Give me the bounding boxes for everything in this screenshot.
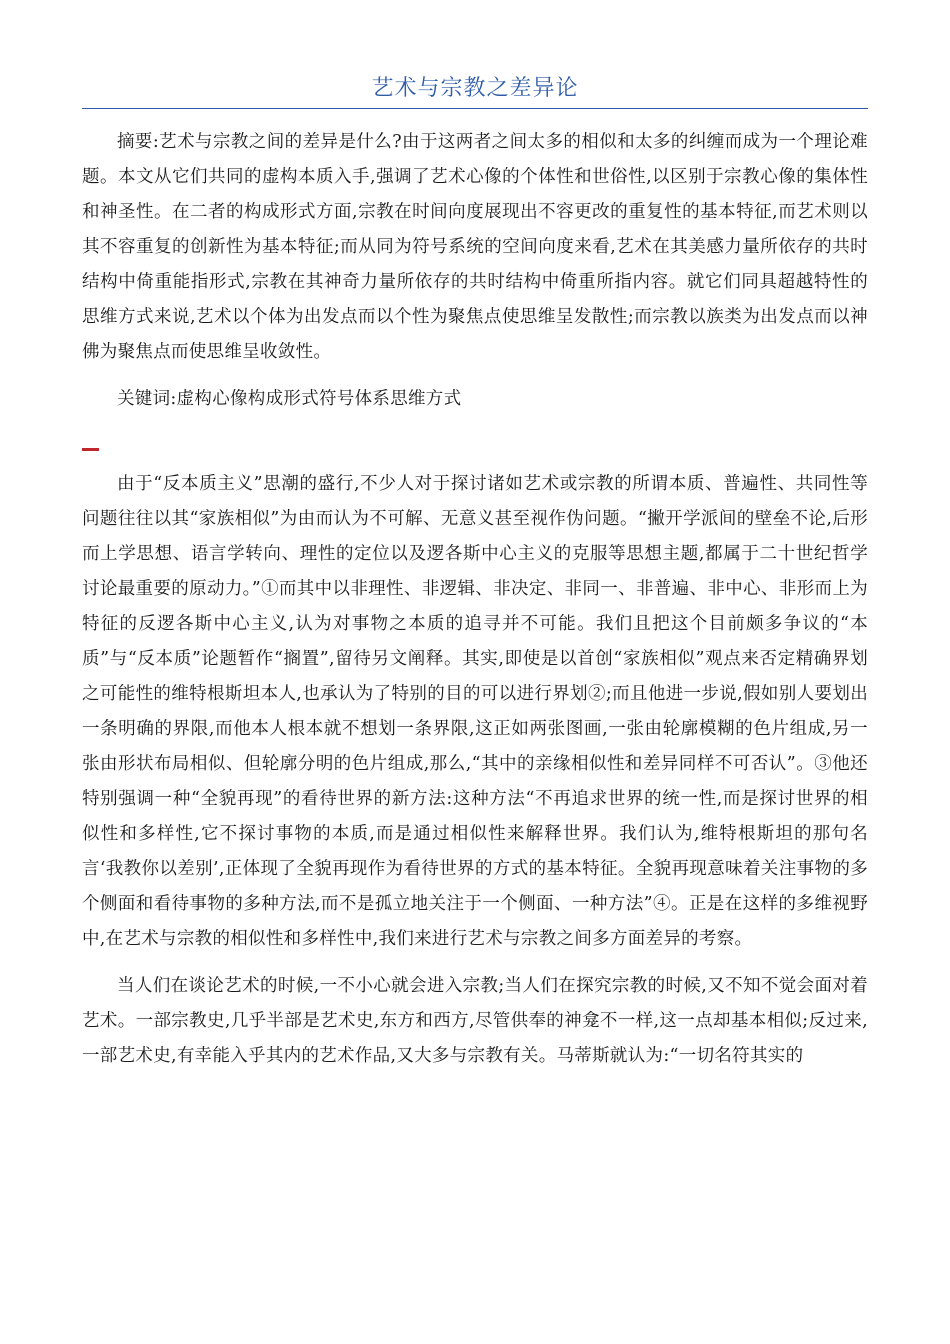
body-paragraph-1: 由于“反本质主义”思潮的盛行,不少人对于探讨诸如艺术或宗教的所谓本质、普遍性、共同性等问题往往以其“家族相似”为由而认为不可解、无意义甚至视作伪问题。“撇开学派间的壁垒不论,后形而上学思想、语言学转向、理性的定位以及逻各斯中心主义的克服等思想主题,都属于二十世纪哲学讨论最重要的原动力。”①而其中以非理性、非逻辑、非决定、非同一、非普遍、非中心、非形而上为特征的反逻各斯中心主义,认为对事物之本质的追寻并不可能。我们且把这个目前颇多争议的“本质”与“反本质”论题暂作“搁置”,留待另文阐释。其实,即使是以首创“家族相似”观点来否定精确界划之可能性的维特根斯坦本人,也承认为了特别的目的可以进行界划②;而且他进一步说,假如别人要划出一条明确的界限,而他本人根本就不想划一条界限,这正如两张图画,一张由轮廓模糊的色片组成,另一张由形状布局相似、但轮廓分明的色片组成,那么,“其中的亲缘相似性和差异同样不可否认”。③他还特别强调一种“全貌再现”的看待世界的新方法:这种方法“不再追求世界的统一性,而是探讨世界的相似性和多样性,它不探讨事物的本质,而是通过相似性来解释世界。我们认为,维特根斯坦的那句名言‘我教你以差别’,正体现了全貌再现作为看待世界的方式的基本特征。全貌再现意味着关注事物的多个侧面和看待事物的多种方法,而不是孤立地关注于一个侧面、一种方法”④。正是在这样的多维视野中,在艺术与宗教的相似性和多样性中,我们来进行艺术与宗教之间多方面差异的考察。 xyxy=(82,474,868,949)
section-marker-dash xyxy=(82,448,99,451)
keywords-line: 关键词:虚构心像构成形式符号体系思维方式 xyxy=(117,389,462,409)
body-paragraph-2: 当人们在谈论艺术的时候,一不小心就会进入宗教;当人们在探究宗教的时候,又不知不觉会面对着艺术。一部宗教史,几乎半部是艺术史,东方和西方,尽管供奉的神龛不一样,这一点却基本相似;反过来,一部艺术史,有幸能入乎其内的艺术作品,又大多与宗教有关。马蒂斯就认为:“一切名符其实的 xyxy=(82,976,868,1066)
abstract-paragraph: 摘要:艺术与宗教之间的差异是什么?由于这两者之间太多的相似和太多的纠缠而成为一个理论难题。本文从它们共同的虚构本质入手,强调了艺术心像的个体性和世俗性,以区别于宗教心像的集体性和神圣性。在二者的构成形式方面,宗教在时间向度展现出不容更改的重复性的基本特征,而艺术则以其不容重复的创新性为基本特征;而从同为符号系统的空间向度来看,艺术在其美感力量所依存的共时结构中倚重能指形式,宗教在其神奇力量所依存的共时结构中倚重所指内容。就它们同具超越特性的思维方式来说,艺术以个体为出发点而以个性为聚焦点使思维呈发散性;而宗教以族类为出发点而以神佛为聚焦点而使思维呈收敛性。 xyxy=(82,132,868,362)
section-marker xyxy=(82,433,868,467)
document-page xyxy=(82,74,868,1074)
document-title: 艺术与宗教之差异论 xyxy=(82,74,868,109)
